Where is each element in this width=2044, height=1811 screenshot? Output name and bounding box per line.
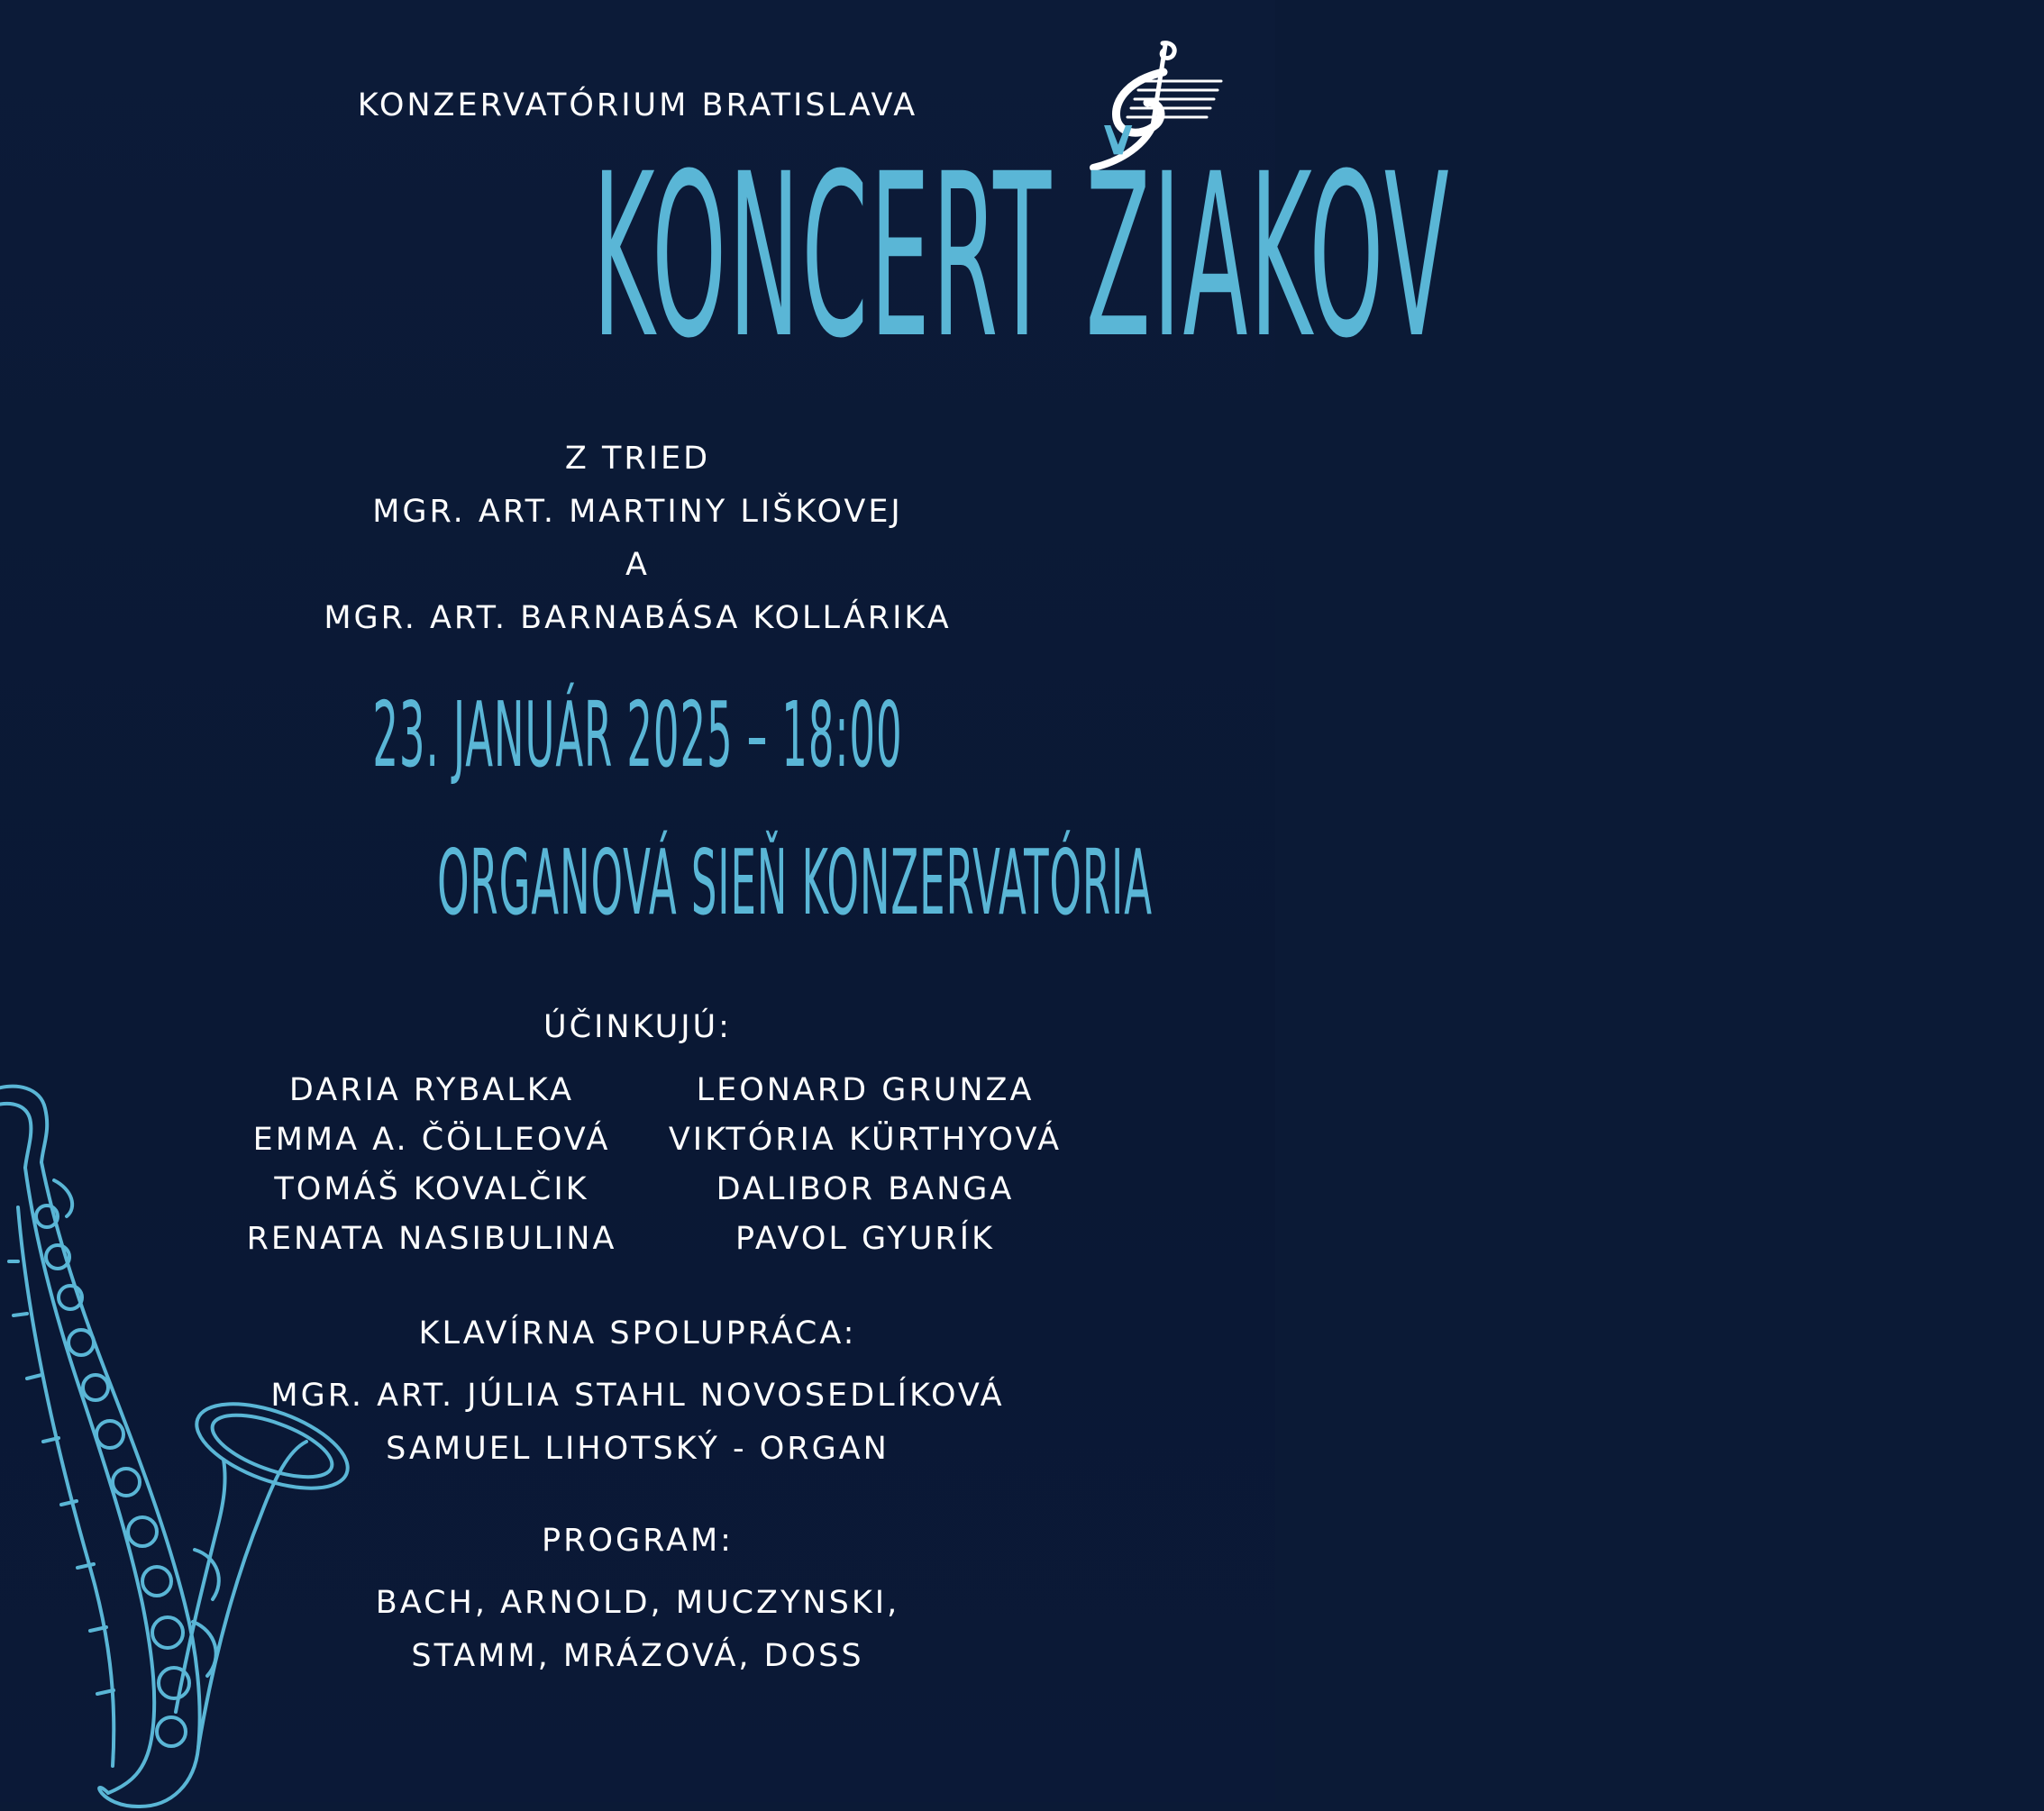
classes-line: MGR. ART. MARTINY LIŠKOVEJ <box>372 494 903 530</box>
classes-block <box>0 443 1275 656</box>
piano-list <box>0 1380 1275 1487</box>
piano-heading: KLAVÍRNA SPOLUPRÁCA: <box>418 1315 857 1351</box>
performers-row <box>0 1171 1275 1221</box>
date-container <box>0 682 1275 798</box>
performers-row <box>0 1122 1275 1171</box>
performers-row <box>0 1072 1275 1122</box>
event-datetime: 23. JANUÁR 2025 – 18:00 <box>372 682 903 787</box>
title-container <box>0 125 1452 423</box>
program-line: BACH, ARNOLD, MUCZYNSKI, <box>375 1585 900 1621</box>
performers-list <box>0 1072 1275 1270</box>
classes-line: MGR. ART. BARNABÁSA KOLLÁRIKA <box>324 600 952 636</box>
program-heading: PROGRAM: <box>542 1523 734 1559</box>
performer-name: LEONARD GRUNZA <box>696 1072 1035 1108</box>
performers-heading: ÚČINKUJÚ: <box>543 1009 732 1045</box>
piano-line: MGR. ART. JÚLIA STAHL NOVOSEDLÍKOVÁ <box>270 1378 1005 1414</box>
page-title: KONCERT ŽIAKOV <box>592 125 1452 387</box>
performer-name: PAVOL GYURÍK <box>735 1221 996 1257</box>
performer-name: EMMA A. ČÖLLEOVÁ <box>252 1122 611 1158</box>
performer-name: DALIBOR BANGA <box>716 1171 1015 1207</box>
event-venue: ORGANOVÁ SIEŇ KONZERVATÓRIA <box>437 830 1153 935</box>
performer-name: VIKTÓRIA KÜRTHYOVÁ <box>668 1122 1063 1158</box>
venue-container <box>0 830 1275 946</box>
program-line: STAMM, MRÁZOVÁ, DOSS <box>411 1638 864 1674</box>
performer-name: DARIA RYBALKA <box>288 1072 575 1108</box>
classes-line: A <box>625 547 650 583</box>
organization-name: KONZERVATÓRIUM BRATISLAVA <box>357 87 918 123</box>
program-list <box>0 1585 1275 1694</box>
piano-line: SAMUEL LIHOTSKÝ - ORGAN <box>386 1431 890 1467</box>
performer-name: RENATA NASIBULINA <box>246 1221 617 1257</box>
performer-name: TOMÁŠ KOVALČIK <box>274 1171 589 1207</box>
classes-line: Z TRIED <box>564 441 711 477</box>
performers-row <box>0 1221 1275 1270</box>
